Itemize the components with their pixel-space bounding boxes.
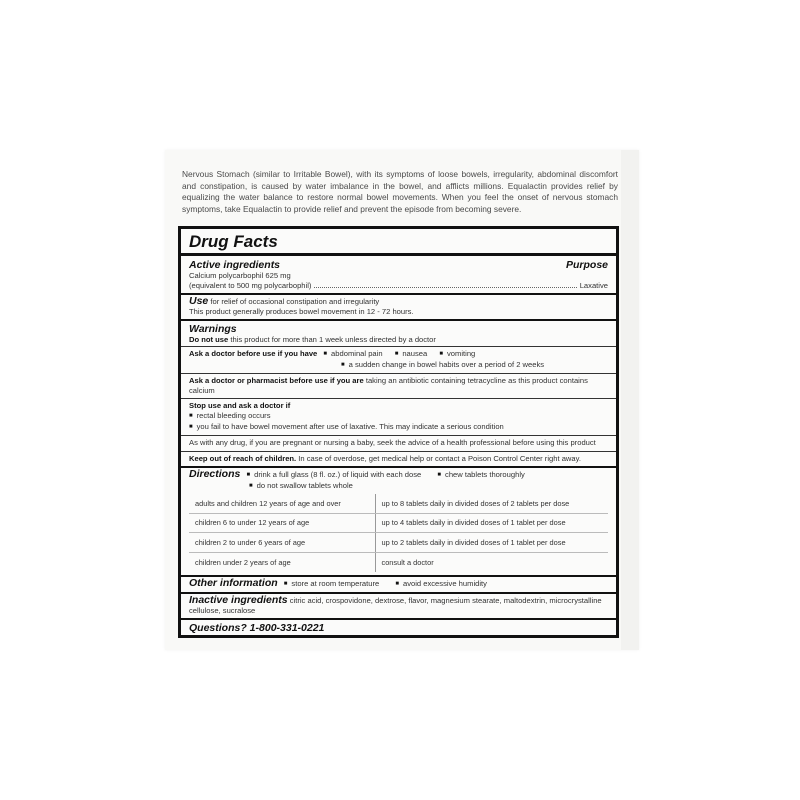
keep-out-text: In case of overdose, get medical help or contact a Poison Control Center right away. xyxy=(298,453,581,463)
active-ingredient: Calcium polycarbophil 625 mg xyxy=(189,271,291,280)
use-text-2: This product generally produces bowel movement in 12 - 72 hours. xyxy=(189,306,414,316)
stop-use-section xyxy=(189,399,608,435)
ask-doctor-item: ■ abdominal pain xyxy=(323,349,382,358)
questions-phone: Questions? 1-800-331-0221 xyxy=(189,622,325,635)
intro-paragraph: Nervous Stomach (similar to Irritable Bowel), with its symptoms of loose bowels, irregularity, abdominal discomfort and constipation, is caused by water imbalance in the bowel, and afflicts millions. Equalactin provides relief by equalizing the water balance to restore normal bowel movements. When you feel the onset of nervous stomach symptoms, take Equalactin to provide relief and prevent the episode from becoming severe. xyxy=(182,169,618,214)
do-not-use-label: Do not use xyxy=(189,335,229,345)
directions-item: ■ drink a full glass (8 fl. oz.) of liquid with each dose xyxy=(246,470,421,479)
directions-item: ■ chew tablets thoroughly xyxy=(437,470,524,479)
questions-section xyxy=(189,620,608,637)
dose-cell: up to 2 tablets daily in divided doses of 1 tablet per dose xyxy=(375,533,608,553)
pregnancy-section xyxy=(189,436,608,451)
warnings-section xyxy=(189,321,608,346)
table-row xyxy=(189,552,608,572)
age-cell: children 6 to under 12 years of age xyxy=(189,513,375,533)
ask-pharmacist-label: Ask a doctor or pharmacist before use if you are xyxy=(189,376,364,386)
directions-heading: Directions xyxy=(189,468,241,481)
age-cell: children 2 to under 6 years of age xyxy=(189,533,375,553)
keep-out-section xyxy=(189,452,608,467)
ask-doctor-item: ■ vomiting xyxy=(439,349,475,358)
do-not-use-text: this product for more than 1 week unless directed by a doctor xyxy=(230,335,436,345)
drug-facts-box xyxy=(178,226,619,638)
directions-item: ■ do not swallow tablets whole xyxy=(249,481,353,490)
use-text: for relief of occasional constipation and irregularity xyxy=(210,297,380,307)
dose-cell: consult a doctor xyxy=(381,557,434,567)
purpose-heading: Purpose xyxy=(565,259,608,271)
other-info-item: ■ store at room temperature xyxy=(284,579,379,588)
directions-section xyxy=(189,468,608,571)
ask-doctor-section xyxy=(189,347,608,373)
purpose-value: Laxative xyxy=(579,280,608,290)
age-cell: adults and children 12 years of age and over xyxy=(189,494,375,514)
pregnancy-text: As with any drug, if you are pregnant or nursing a baby, seek the advice of a health professional before using this product xyxy=(189,438,596,448)
keep-out-label: Keep out of reach of children. xyxy=(189,453,297,463)
other-info-item: ■ avoid excessive humidity xyxy=(395,579,487,588)
stop-use-label: Stop use and ask a doctor if xyxy=(189,401,291,411)
active-ingredient-equivalent: (equivalent to 500 mg polycarbophil) xyxy=(189,280,312,290)
active-ingredients-section xyxy=(189,256,608,293)
active-ingredient-equivalent-row xyxy=(189,281,608,291)
age-cell: children under 2 years of age xyxy=(189,552,375,572)
other-info-heading: Other information xyxy=(189,576,278,589)
active-ingredients-heading: Active ingredients xyxy=(189,259,281,271)
inactive-ingredients-section xyxy=(189,594,608,618)
dosage-table xyxy=(189,494,608,572)
use-section xyxy=(189,295,608,319)
ask-doctor-label: Ask a doctor before use if you have xyxy=(189,348,318,358)
drug-facts-title: Drug Facts xyxy=(189,232,278,251)
dose-cell: up to 4 tablets daily in divided doses of 1 tablet per dose xyxy=(375,513,608,533)
inactive-ingredients-heading: Inactive ingredients xyxy=(189,594,288,607)
stop-use-item: ■ rectal bleeding occurs xyxy=(189,411,271,420)
ask-doctor-item: ■ nausea xyxy=(395,349,428,358)
other-info-section xyxy=(189,577,608,593)
ask-doctor-item: ■ a sudden change in bowel habits over a period of 2 weeks xyxy=(341,360,544,369)
dot-leader xyxy=(314,287,576,288)
table-row xyxy=(189,533,608,553)
package-flap xyxy=(621,150,639,650)
table-row xyxy=(189,494,608,514)
table-row xyxy=(189,513,608,533)
use-heading: Use xyxy=(189,295,209,308)
ask-pharmacist-section xyxy=(189,374,608,398)
ask-pharmacist-text: taking an antibiotic containing tetracycline as this product contains calcium xyxy=(189,376,588,395)
stop-use-item: ■ you fail to have bowel movement after use of laxative. This may indicate a serious condition xyxy=(189,422,504,431)
inactive-ingredients-text: citric acid, crospovidone, dextrose, flavor, magnesium stearate, maltodextrin, microcrystalline cellulose, sucralose xyxy=(189,596,602,615)
dose-cell: up to 8 tablets daily in divided doses of 2 tablets per dose xyxy=(375,494,608,514)
warnings-heading: Warnings xyxy=(189,323,237,336)
